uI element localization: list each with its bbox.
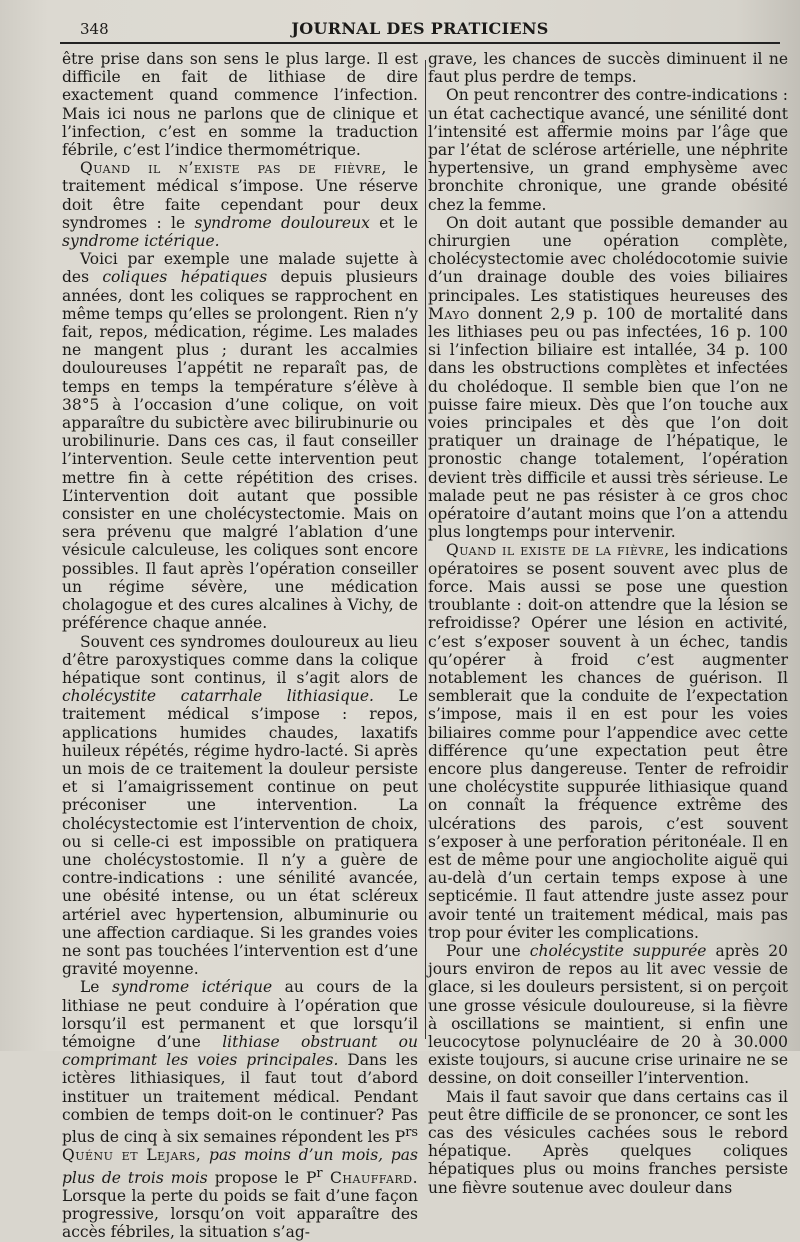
paragraph-text: être prise dans son sens le plus large. Il est difficile en fait de lithiase de dire exactement quand commence l’infection. Mais ici nous ne parlons que de clinique et l’infection, c’est en somme la traduction fébrile, c’est l’indice thermométrique.	[62, 50, 418, 160]
emphasis: cholécystite suppurée	[529, 941, 707, 960]
paragraph-text: Lorsque la perte du poids se fait d’une façon progressive, lorsqu’on voit apparaître des accès fébriles, la situation s’ag-	[62, 1186, 418, 1242]
emphasis: cholécystite catarrhale lithiasique.	[62, 687, 374, 706]
paragraph-text: Dans les ictères lithiasiques, il faut tout d’abord instituer un traitement médical. Pendant combien de temps doit-on le continuer? Pas plus de cinq à six semaines répondent les P	[62, 1051, 419, 1147]
article-body	[62, 50, 788, 1242]
emphasis: pas moins d’un mois, pas plus de trois mois	[62, 1146, 419, 1187]
paragraph-text: Mais il faut savoir que dans certains cas il peut être difficile de se prononcer, ce sont les cas des vésicules cachées sous le rebord hépatique. Après quelques coliques hépatiques plus ou moins franches persiste une fièvre soutenue avec douleur dans	[428, 1087, 788, 1197]
left-column	[62, 50, 419, 1242]
author-names: Quénu et Lejars,	[62, 1146, 202, 1165]
paragraph-text: Voici par exemple une malade sujette à des	[62, 250, 418, 287]
paragraph	[428, 86, 788, 213]
paragraph	[428, 214, 788, 542]
paragraph-text: Le traitement médical s’impose : repos, applications humides chaudes, laxatifs huileux répétés, régime hydro-lacté. Si après un mois de ce traitement la douleur persiste et si l’amaigrissement continue on peut préconiser une intervention. La cholécystectomie est l’intervention de choix, ou si celle-ci est impossible on pratiquera une cholécystostomie. Il n’y a guère de contre-indications : une sénilité avancée, une obésité intense, ou un état scléreux artériel avec hypertension, albuminurie ou une affection cardiaque. Si les grandes voies ne sont pas touchées l’intervention est d’une gravité moyenne.	[62, 687, 418, 979]
paragraph-text: propose le P	[207, 1168, 317, 1187]
paragraph	[428, 541, 788, 941]
emphasis: coliques hépatiques	[102, 268, 268, 287]
right-column	[428, 50, 788, 1197]
running-title: JOURNAL DES PRATICIENS	[291, 19, 549, 38]
superscript: r	[316, 1165, 323, 1181]
superscript: rs	[405, 1124, 418, 1140]
paragraph-text: grave, les chances de succès diminuent il ne faut plus perdre de temps.	[428, 50, 788, 87]
emphasis: lithiase obstruant ou comprimant les voies principales.	[62, 1032, 418, 1070]
paragraph	[428, 50, 788, 86]
page-number: 348	[80, 20, 109, 38]
paragraph-text: On doit autant que possible demander au chirurgien une opération complète, cholécystectomie avec cholédocotomie suivie d’un drainage double des voies biliaires principales. Les statistiques heureuses des	[428, 213, 788, 305]
paragraph	[62, 978, 418, 1241]
paragraph-text: Souvent ces syndromes douloureux au lieu d’être paroxystiques comme dans la colique hépatique sont continus, il s’agit alors de	[62, 632, 418, 687]
emphasis: syndrome ictérique.	[62, 232, 220, 251]
emphasis: syndrome ictérique	[111, 978, 273, 997]
section-lead: Quand il existe de la fièvre,	[446, 541, 670, 560]
paragraph-text: les indications opératoires se posent souvent avec plus de force. Mais aussi se pose une question troublante : doit-on attendre que la lésion se refroidisse? Opérer une lésion en activité, c’est s’exposer souvent à un échec, tandis qu’opérer à froid c’est augmenter notablement les chances de guérison. Il semblerait que la conduite de l’expectation s’impose, mais il en est pour les voies biliaires comme pour l’appendice avec cette différence qu’une expectation peut être encore plus dangereuse. Tenter de refroidir une cholécystite suppurée lithiasique quand on connaît la fréquence extrême des ulcérations des parois, c’est souvent s’exposer à une perforation péritonéale. Il en est de même pour une angiocholite aiguë qui au-delà d’un certain temps expose à une septicémie. Il faut attendre juste assez pour avoir tenté un traitement médical, mais pas trop pour éviter les complications.	[428, 541, 788, 942]
paragraph	[62, 50, 418, 159]
paragraph-text: depuis plusieurs années, dont les coliques se rapprochent en même temps qu’elles se prolongent. Rien n’y fait, repos, médication, régime. Les malades ne mangent plus ; durant les accalmies douloureuses l’appétit ne reparaît pas, de temps en temps la température s’élève à 38°5 à l’occasion d’une colique, on voit apparaître du subictère avec bilirubinurie ou urobilinurie. Dans ces cas, il faut conseiller l’intervention. Seule cette intervention peut mettre fin à cette répétition des crises. L’intervention doit autant que possible consister en une cholécystectomie. Mais on sera prévenu que malgré l’ablation d’une vésicule calculeuse, les coliques sont encore possibles. Il faut après l’opération conseiller un régime sévère, une médication cholagogue et des cures alcalines à Vichy, de préférence chaque année.	[62, 268, 418, 633]
author-name: Mayo	[428, 304, 470, 323]
paragraph-text: donnent 2,9 p. 100 de mortalité dans les lithiases peu ou pas infectées, 16 p. 100 si l’infection biliaire est intallée, 34 p. 100 dans les obstructions complètes et infectées du cholédoque. Il semble bien que l’on ne puisse faire mieux. Dès que l’on touche aux voies principales et dès que l’on doit pratiquer un drainage de l’hépatique, le pronostic change totalement, l’opération devient très difficile et aussi très sérieuse. Le malade peut ne pas résister à ce gros choc opératoire d’autant moins que l’on a attendu plus longtemps pour intervenir.	[428, 304, 788, 542]
section-lead: Quand il n’existe pas de fièvre,	[80, 159, 387, 178]
paragraph-text: On peut rencontrer des contre-indications : un état cachectique avancé, une sénilité dont l’intensité est affermie moins par l’âge que par l’état de sclérose artérielle, une néphrite hypertensive, un grand emphysème avec bronchite chronique, une grande obésité chez la femme.	[428, 86, 788, 214]
paragraph-text: Le	[80, 978, 112, 997]
paragraph	[62, 633, 418, 979]
paragraph-text: Pour une	[446, 941, 530, 960]
paragraph	[428, 1088, 788, 1197]
emphasis: syndrome douloureux	[194, 213, 370, 232]
page-header	[60, 18, 780, 44]
paragraph-text: au cours de la lithiase ne peut conduire à l’opération que lorsqu’il est permanent et que lorsqu’il témoigne d’une	[62, 978, 418, 1051]
author-name: Chauffard.	[322, 1168, 418, 1187]
paragraph	[428, 942, 788, 1088]
paragraph-text: et le	[369, 213, 418, 232]
paragraph-text: après 20 jours environ de repos au lit avec vessie de glace, si les douleurs persistent, si on perçoit une grosse vésicule douloureuse, si la fièvre à oscillations se maintient, si enfin une leucocytose polynucléaire de 20 à 30.000 existe toujours, si aucune crise urinaire ne se dessine, on doit conseiller l’intervention.	[428, 941, 788, 1088]
paragraph	[62, 159, 418, 250]
paragraph	[62, 250, 418, 632]
paragraph-text: le traitement médical s’impose. Une réserve doit être faite cependant pour deux syndromes : le	[62, 159, 418, 232]
